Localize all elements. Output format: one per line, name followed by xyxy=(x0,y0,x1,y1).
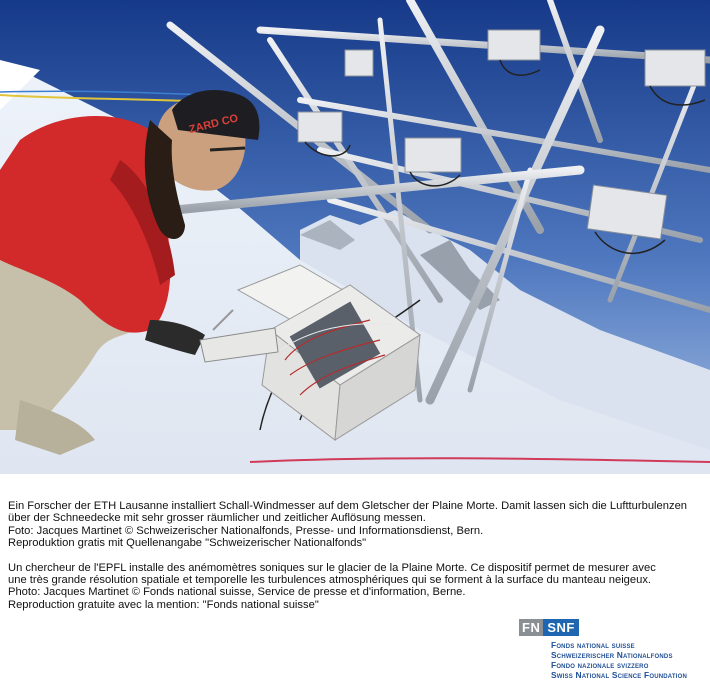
logo-mark xyxy=(519,618,579,636)
logo-line-de: Schweizerischer Nationalfonds xyxy=(551,650,673,660)
beanie-text: ZARD CO xyxy=(187,112,240,137)
logo-lines xyxy=(551,640,687,680)
snf-logo xyxy=(519,616,709,682)
logo-mark-snf: SNF xyxy=(543,619,579,636)
caption-de-line-3: Foto: Jacques Martinet © Schweizerischer Nationalfonds, Presse- und Informationsdienst, Bern. xyxy=(8,524,484,537)
caption-de-line-2: über der Schneedecke mit sehr grosser räumlicher und zeitlicher Auflösung messen. xyxy=(8,512,426,525)
logo-line-it: Fondo nazionale svizzero xyxy=(551,660,649,670)
caption xyxy=(8,500,704,611)
logo-line-fr: Fonds national suisse xyxy=(551,640,635,650)
logo-mark-fn: FN xyxy=(519,619,543,636)
caption-de-line-1: Ein Forscher der ETH Lausanne installiert Schall-Windmesser auf dem Gletscher der Plaine Morte. Damit lassen sich die Luftturbulenzen xyxy=(8,500,688,512)
caption-fr-line-2: une très grande résolution spatiale et temporelle les turbulences atmosphériques qui se forment à la surface du manteau neigeux. xyxy=(8,574,652,587)
caption-fr-line-1: Un chercheur de l'EPFL installe des anémomètres soniques sur le glacier de la Plaine Morte. Ce dispositif permet de mesurer avec xyxy=(8,561,656,574)
logo-line-en: Swiss National Science Foundation xyxy=(551,670,688,680)
caption-de-line-4: Reproduktion gratis mit Quellenangabe "Schweizerischer Nationalfonds" xyxy=(8,537,367,550)
caption-fr-line-3: Photo: Jacques Martinet © Fonds national suisse, Service de presse et d'information, Berne. xyxy=(8,586,466,599)
sunglasses xyxy=(210,148,245,150)
caption-fr-line-4: Reproduction gratuite avec la mention: "Fonds national suisse" xyxy=(8,598,319,611)
